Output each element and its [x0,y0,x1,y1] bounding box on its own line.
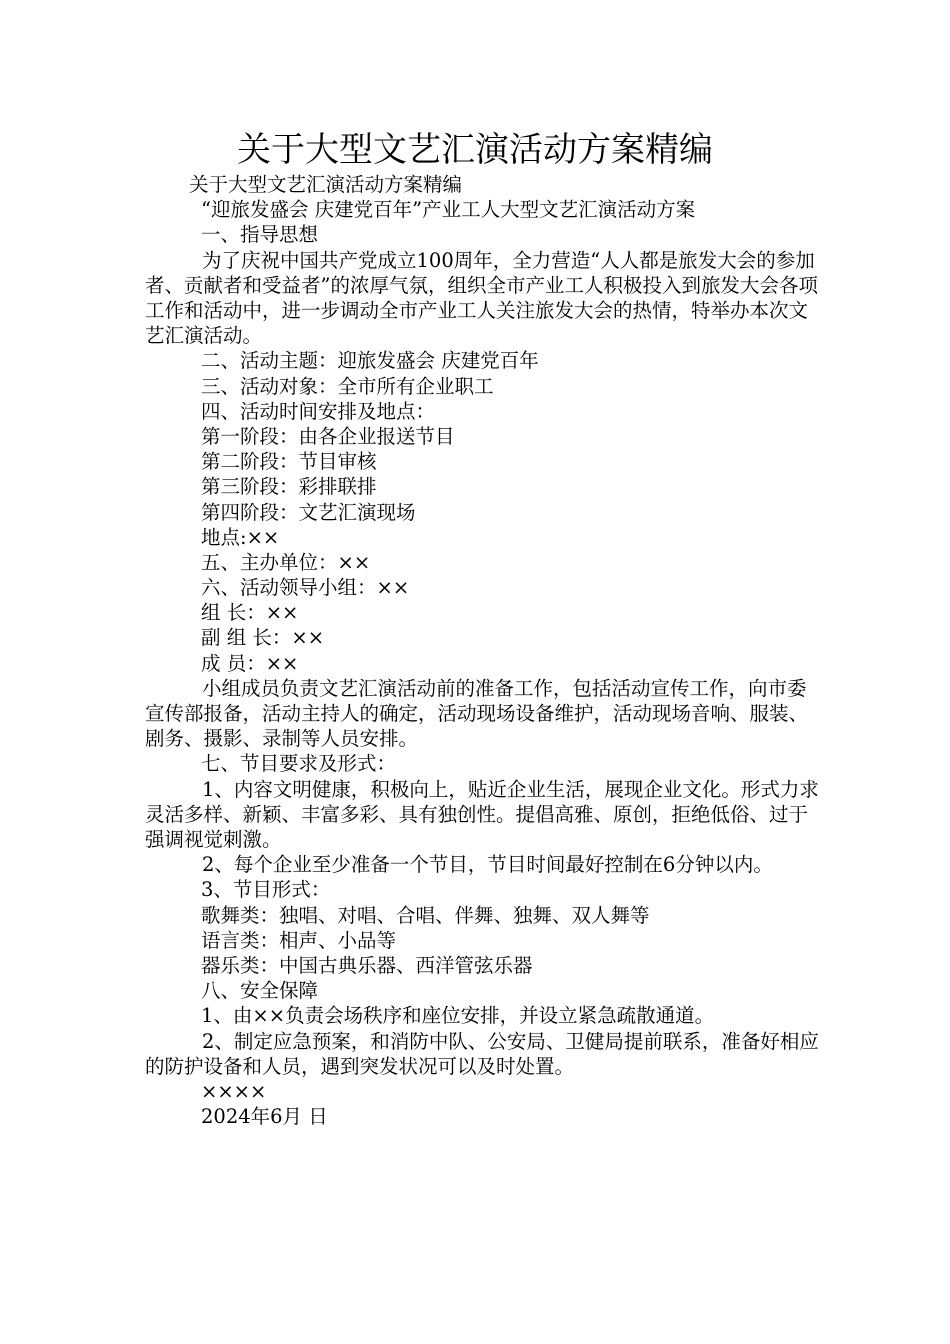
section-6-heading: 六、活动领导小组：×× [201,576,410,600]
signature: ×××× [201,1079,267,1103]
stage-2: 第二阶段：节目审核 [201,450,377,474]
section-1-body: 为了庆祝中国共产党成立100周年，全力营造“人人都是旅发大会的参加者、贡献者和受益者”的浓厚气氛，组织全市产业工人积极投入到旅发大会各项工作和活动中，进一步调动全市产业工人关注旅发大会的热情，特举办本次文艺汇演活动。 [145,248,818,348]
section-4-heading: 四、活动时间安排及地点： [201,399,436,423]
stage-4: 第四阶段：文艺汇演现场 [201,500,416,524]
group-leader: 组 长：×× [201,601,299,625]
group-vice-leader: 副 组 长：×× [201,626,325,650]
document-subtitle: 关于大型文艺汇演活动方案精编 [189,173,463,196]
location: 地点:×× [201,525,280,549]
document-title: 关于大型文艺汇演活动方案精编 [237,130,713,170]
safety-1: 1、由××负责会场秩序和座位安排，并设立紧急疏散通道。 [201,1004,715,1028]
form-instrument: 器乐类：中国古典乐器、西洋管弦乐器 [201,953,533,977]
form-song-dance: 歌舞类：独唱、对唱、合唱、伴舞、独舞、双人舞等 [201,903,650,927]
stage-1: 第一阶段：由各企业报送节目 [201,424,455,448]
section-1-heading: 一、指导思想 [201,223,319,247]
form-language: 语言类：相声、小品等 [201,928,397,952]
section-6-body: 小组成员负责文艺汇演活动前的准备工作，包括活动宣传工作，向市委宣传部报备，活动主持人的确定，活动现场设备维护，活动现场音响、服装、剧务、摄影、录制等人员安排。 [145,676,809,751]
section-2: 二、活动主题：迎旅发盛会 庆建党百年 [201,349,539,373]
requirement-2: 2、每个企业至少准备一个节目，节目时间最好控制在6分钟以内。 [202,853,773,877]
section-8-heading: 八、安全保障 [201,979,319,1003]
date: 2024年6月 日 [201,1105,328,1129]
requirement-1: 1、内容文明健康，积极向上，贴近企业生活，展现企业文化。形式力求灵活多样、新颖、丰富多彩、具有独创性。提倡高雅、原创，拒绝低俗、过于强调视觉刺激。 [145,777,819,852]
safety-2: 2、制定应急预案，和消防中队、公安局、卫健局提前联系，准备好相应的防护设备和人员，遇到突发状况可以及时处置。 [145,1029,819,1078]
section-7-heading: 七、节目要求及形式： [201,752,397,776]
plan-title: “迎旅发盛会 庆建党百年”产业工人大型文艺汇演活动方案 [201,198,696,222]
requirement-3: 3、节目形式： [201,878,331,902]
stage-3: 第三阶段：彩排联排 [201,475,377,499]
group-members: 成 员：×× [201,651,299,675]
section-5: 五、主办单位：×× [201,550,371,574]
document-body [145,172,825,1129]
section-3: 三、活动对象：全市所有企业职工 [201,374,494,398]
